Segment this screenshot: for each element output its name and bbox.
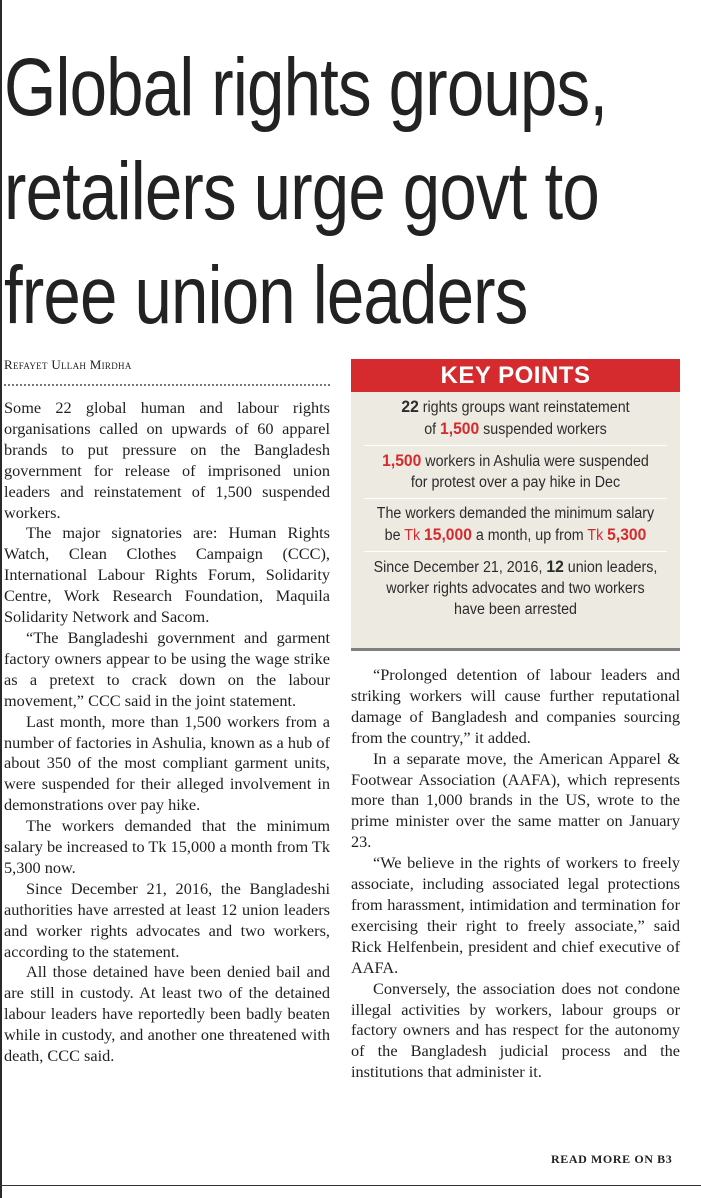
key-point-number: 5,300 [607,525,647,544]
key-point-line [366,524,665,546]
key-point-line [366,396,665,418]
byline: Refayet Ullah Mirdha [4,357,132,372]
key-point-line [366,556,665,578]
read-more-link[interactable]: READ MORE ON B3 [551,1152,673,1166]
key-points-box [351,359,680,651]
article-paragraph: Conversely, the association does not condone illegal activities by workers, labour groups or factory owners and has respect for the autonomy of the Bangladesh judicial process and the institutions that administer it. [351,978,680,1082]
headline-line-2: retailers urge govt to [4,146,599,237]
key-point-text: workers in Ashulia were suspended [421,453,649,470]
article-paragraph: The major signatories are: Human Rights Watch, Clean Clothes Campaign (CCC), International Labour Rights Forum, Solidarity Centre, Work Research Foundation, Maquila Solidarity Network and Sacom. [4,523,330,627]
key-point-line [366,418,665,440]
key-point-text: union leaders, [563,559,658,576]
bottom-rule [0,1185,701,1186]
headline-line-3: free union leaders [4,250,528,341]
key-point-number: 15,000 [424,525,472,544]
article-paragraph: Some 22 global human and labour rights organisations called on upwards of 60 apparel brands to put pressure on the Bangladesh government for release of imprisoned union leaders and reinstatement of 1,500 suspended workers. [4,398,330,522]
key-point-number: 1,500 [440,419,480,438]
key-point-item [364,499,667,552]
byline-dotted-rule [4,384,330,386]
key-point-text: suspended workers [479,421,607,438]
key-point-text: Since December 21, 2016, [373,559,547,576]
key-points-title: KEY POINTS [351,359,680,392]
article-column-right [351,665,680,1083]
key-point-item [364,446,667,499]
key-point-line [366,450,665,472]
article-paragraph: Since December 21, 2016, the Bangladeshi authorities have arrested at least 12 union leaders and worker rights advocates and two workers, according to the statement. [4,878,330,961]
article-paragraph: All those detained have been denied bail and are still in custody. At least two of the detained labour leaders have reportedly been badly beaten while in custody, and another one threatened with death, CCC said. [4,962,330,1066]
key-point-item [364,552,667,625]
key-point-line: for protest over a pay hike in Dec [410,474,621,491]
key-point-currency: Tk [587,527,608,544]
key-point-item [364,392,667,446]
article-paragraph: “We believe in the rights of workers to freely associate, including associated legal protections from harassment, intimidation and termination for exercising their right to freely associate,” said Rick Helfenbein, president and chief executive of AAFA. [351,853,680,977]
article-paragraph: The workers demanded that the minimum salary be increased to Tk 15,000 a month from Tk 5,300 now. [4,816,330,877]
key-point-text: a month, up from [471,527,588,544]
key-point-number: 1,500 [382,451,422,470]
left-border-rule [0,0,2,1198]
key-point-text: rights groups want reinstatement [418,399,630,416]
key-point-number: 22 [401,397,419,416]
article-column-left [4,398,330,1067]
key-point-line: worker rights advocates and two workers [386,580,645,597]
key-point-line: The workers demanded the minimum salary [376,505,655,522]
key-point-text: of [424,421,441,438]
article-paragraph: “The Bangladeshi government and garment factory owners appear to be using the wage strike as a pretext to crack down on the labour movement,” CCC said in the joint statement. [4,627,330,710]
article-paragraph: Last month, more than 1,500 workers from a number of factories in Ashulia, known as a hub of about 350 of the most compliant garment units, were suspended for their alleged involvement in demonstrations over pay hike. [4,711,330,815]
key-point-currency: Tk [404,527,425,544]
key-point-number: 12 [546,557,564,576]
headline [4,36,608,348]
key-point-line: have been arrested [454,601,577,618]
article-paragraph: In a separate move, the American Apparel & Footwear Association (AAFA), which represents more than 1,000 brands in the US, wrote to the prime minister over the same matter on January 23. [351,748,680,852]
headline-line-1: Global rights groups, [4,42,608,133]
key-point-text: be [384,527,405,544]
article-paragraph: “Prolonged detention of labour leaders and striking workers will cause further reputational damage of Bangladesh and companies sourcing from the country,” it added. [351,665,680,747]
